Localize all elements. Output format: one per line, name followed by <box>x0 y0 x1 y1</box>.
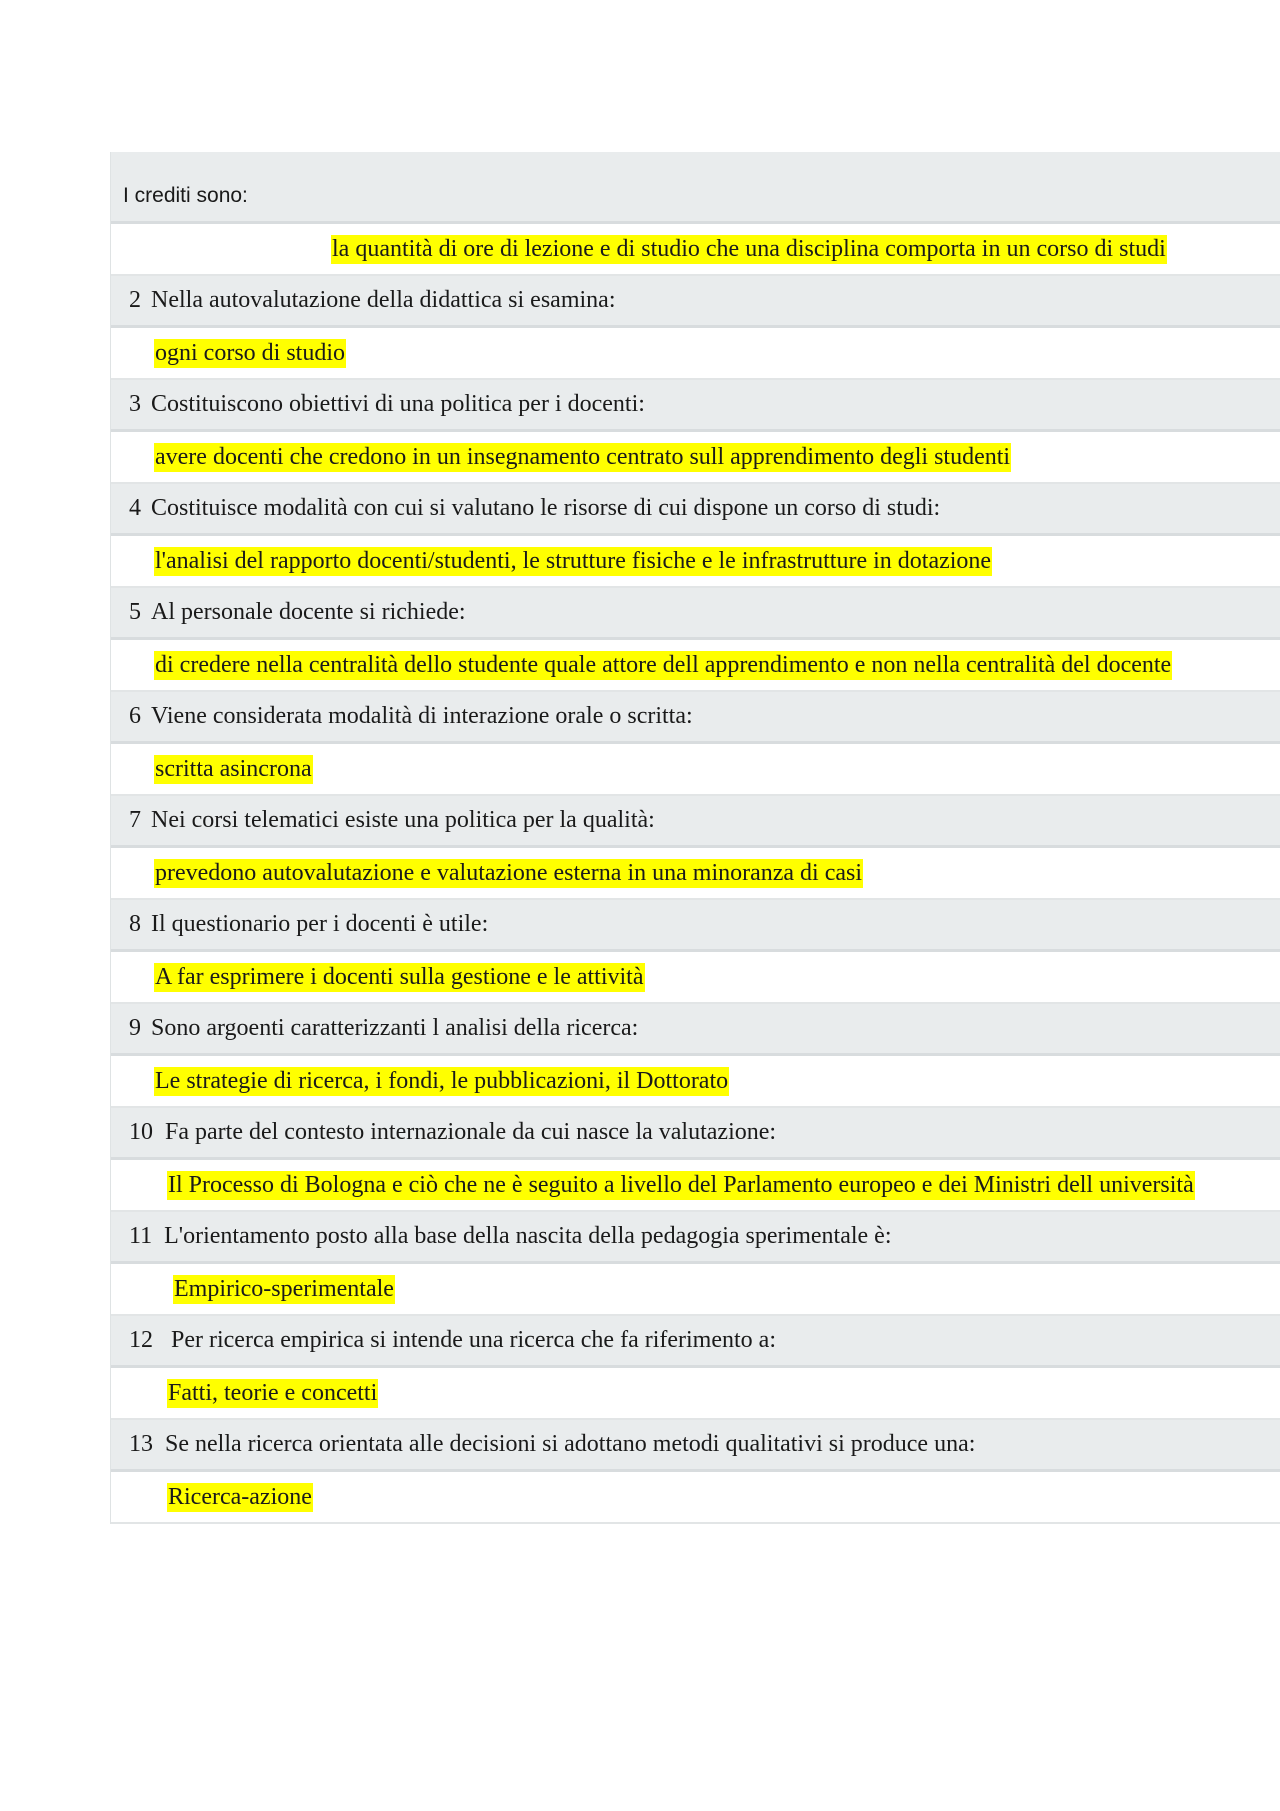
question-text: Il questionario per i docenti è utile: <box>151 911 489 937</box>
question-number: 7 <box>129 807 141 833</box>
answer-row-3 <box>111 432 1280 484</box>
question-number: 5 <box>129 599 141 625</box>
answer-text: A far esprimere i docenti sulla gestione e le attività <box>155 963 644 990</box>
answer-highlight <box>111 236 1167 263</box>
answer-row-12 <box>111 1368 1280 1420</box>
answer-highlight <box>111 652 1172 679</box>
answer-text: ogni corso di studio <box>155 339 345 366</box>
question-row-4 <box>111 484 1280 536</box>
answer-row-11 <box>111 1264 1280 1316</box>
question-row-11 <box>111 1212 1280 1264</box>
answer-text: prevedono autovalutazione e valutazione esterna in una minoranza di casi <box>155 859 863 886</box>
question-text: I crediti sono: <box>123 183 248 207</box>
question-number: 3 <box>129 391 141 417</box>
answer-row-8 <box>111 952 1280 1004</box>
question-row-9 <box>111 1004 1280 1056</box>
question-text: Sono argoenti caratterizzanti l analisi della ricerca: <box>151 1015 639 1041</box>
question-text: Nei corsi telematici esiste una politica per la qualità: <box>151 807 655 833</box>
answer-highlight <box>111 964 645 991</box>
question-text: Fa parte del contesto internazionale da cui nasce la valutazione: <box>165 1119 777 1145</box>
question-number: 6 <box>129 703 141 729</box>
question-number: 4 <box>129 495 141 521</box>
answer-highlight <box>111 1484 313 1511</box>
answer-highlight <box>111 1276 395 1303</box>
answer-highlight <box>111 1172 1195 1199</box>
answer-highlight <box>111 340 346 367</box>
answer-text: scritta asincrona <box>155 755 312 782</box>
question-row-6 <box>111 692 1280 744</box>
answer-row-10 <box>111 1160 1280 1212</box>
answer-highlight <box>111 1068 729 1095</box>
question-text: Per ricerca empirica si intende una ricerca che fa riferimento a: <box>171 1327 776 1353</box>
answer-highlight <box>111 860 863 887</box>
question-text: Costituiscono obiettivi di una politica per i docenti: <box>151 391 645 417</box>
question-number: 2 <box>129 287 141 313</box>
answer-row-4 <box>111 536 1280 588</box>
question-text: Viene considerata modalità di interazione orale o scritta: <box>151 703 693 729</box>
answer-text: di credere nella centralità dello studente quale attore dell apprendimento e non nella centralità del docente <box>155 651 1172 678</box>
answer-row-6 <box>111 744 1280 796</box>
answer-text: l'analisi del rapporto docenti/studenti, le strutture fisiche e le infrastrutture in dotazione <box>155 547 992 574</box>
question-number: 12 <box>129 1327 153 1353</box>
question-row-10 <box>111 1108 1280 1160</box>
answer-highlight <box>111 756 313 783</box>
question-number: 10 <box>129 1119 153 1145</box>
answer-text: Fatti, teorie e concetti <box>168 1379 378 1406</box>
answer-row-7 <box>111 848 1280 900</box>
answer-highlight <box>111 1380 378 1407</box>
answer-row-5 <box>111 640 1280 692</box>
question-row-8 <box>111 900 1280 952</box>
answer-text: Ricerca-azione <box>168 1483 312 1510</box>
question-row-2 <box>111 276 1280 328</box>
question-text: Nella autovalutazione della didattica si esamina: <box>151 287 616 313</box>
question-row-13 <box>111 1420 1280 1472</box>
question-number: 9 <box>129 1015 141 1041</box>
question-text: L'orientamento posto alla base della nascita della pedagogia sperimentale è: <box>164 1223 892 1249</box>
quiz-table <box>110 152 1280 1524</box>
question-text: Se nella ricerca orientata alle decisioni si adottano metodi qualitativi si produce una: <box>165 1431 976 1457</box>
question-text: Costituisce modalità con cui si valutano le risorse di cui dispone un corso di studi: <box>151 495 941 521</box>
answer-text: avere docenti che credono in un insegnamento centrato sull apprendimento degli studenti <box>155 443 1011 470</box>
question-row-7 <box>111 796 1280 848</box>
question-row-12 <box>111 1316 1280 1368</box>
answer-highlight <box>111 548 992 575</box>
question-row-intro <box>111 152 1280 224</box>
answer-row-2 <box>111 328 1280 380</box>
question-number: 13 <box>129 1431 153 1457</box>
question-text: Al personale docente si richiede: <box>151 599 466 625</box>
answer-text: Empirico-sperimentale <box>174 1275 394 1302</box>
question-row-3 <box>111 380 1280 432</box>
answer-text: Le strategie di ricerca, i fondi, le pubblicazioni, il Dottorato <box>155 1067 729 1094</box>
answer-highlight <box>111 444 1011 471</box>
answer-text: Il Processo di Bologna e ciò che ne è seguito a livello del Parlamento europeo e dei Ministri dell università <box>168 1171 1194 1198</box>
answer-row-13 <box>111 1472 1280 1524</box>
answer-row-9 <box>111 1056 1280 1108</box>
answer-text: la quantità di ore di lezione e di studio che una disciplina comporta in un corso di studi <box>332 235 1166 262</box>
answer-row-intro <box>111 224 1280 276</box>
question-row-5 <box>111 588 1280 640</box>
question-number: 8 <box>129 911 141 937</box>
question-number: 11 <box>129 1223 153 1249</box>
